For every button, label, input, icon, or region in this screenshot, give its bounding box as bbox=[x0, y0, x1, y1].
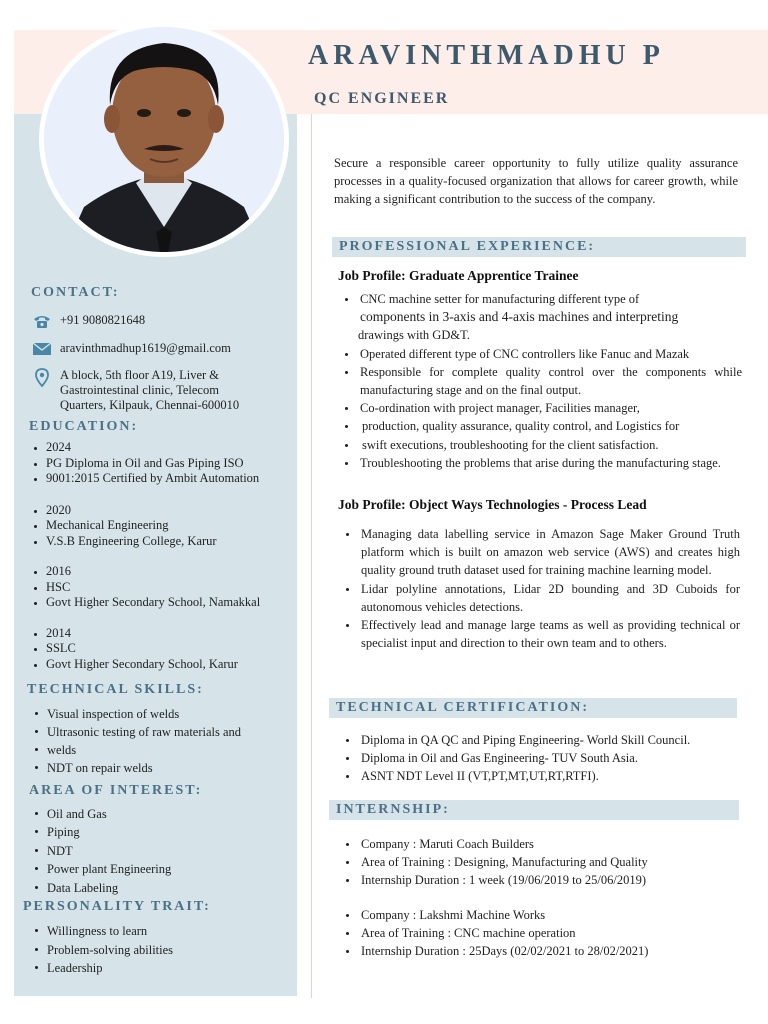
list-item: Area of Training : CNC machine operation bbox=[339, 924, 749, 942]
list-item: V.S.B Engineering College, Karur bbox=[32, 534, 260, 550]
job-title: QC ENGINEER bbox=[314, 90, 450, 107]
certification-list bbox=[339, 731, 749, 786]
list-item: components in 3-axis and 4-axis machines and interpreting bbox=[360, 309, 679, 325]
email-text: aravinthmadhup1619@gmail.com bbox=[60, 341, 231, 355]
phone-icon bbox=[32, 313, 52, 329]
list-item: 9001:2015 Certified by Ambit Automation bbox=[32, 471, 260, 487]
list-item: Visual inspection of welds bbox=[33, 705, 241, 723]
job2-title: Job Profile: Object Ways Technologies - Process Lead bbox=[338, 497, 647, 512]
list-item: Problem-solving abilities bbox=[33, 941, 173, 960]
contact-heading: CONTACT: bbox=[31, 285, 120, 300]
list-item: Co-ordination with project manager, Facilities manager, bbox=[338, 399, 742, 417]
list-item: Operated different type of CNC controllers like Fanuc and Mazak bbox=[338, 345, 742, 363]
list-item: HSC bbox=[32, 580, 260, 596]
list-item: Company : Maruti Coach Builders bbox=[339, 835, 749, 853]
address-line: Gastrointestinal clinic, Telecom bbox=[60, 383, 219, 397]
education-list bbox=[32, 440, 260, 672]
internship-heading: INTERNSHIP: bbox=[336, 802, 450, 817]
location-pin-icon bbox=[32, 368, 52, 388]
email-icon bbox=[32, 341, 52, 357]
job1-list bbox=[338, 290, 742, 472]
candidate-name: ARAVINTHMADHU P bbox=[308, 40, 665, 71]
technical-skills-list bbox=[33, 705, 241, 777]
certification-heading-bar bbox=[329, 698, 737, 718]
phone-text: +91 9080821648 bbox=[60, 313, 146, 327]
list-item: Govt Higher Secondary School, Namakkal bbox=[32, 595, 260, 611]
list-item: swift executions, troubleshooting for the client satisfaction. bbox=[338, 436, 742, 454]
list-item: SSLC bbox=[32, 641, 260, 657]
list-item: Diploma in QA QC and Piping Engineering- World Skill Council. bbox=[339, 731, 749, 749]
experience-heading: PROFESSIONAL EXPERIENCE: bbox=[339, 239, 596, 254]
list-item: ASNT NDT Level II (VT,PT,MT,UT,RT,RTFI). bbox=[339, 767, 749, 785]
experience-heading-bar bbox=[332, 237, 746, 257]
contact-address bbox=[32, 368, 239, 413]
technical-skills-heading: TECHNICAL SKILLS: bbox=[27, 682, 204, 697]
profile-photo bbox=[44, 27, 284, 252]
personality-list bbox=[33, 922, 173, 978]
objective-text: Secure a responsible career opportunity to fully utilize quality assurance processes in a quality-focused organization that allows for career growth, while making a significant contribution to the success of the company. bbox=[334, 156, 738, 207]
list-item: Effectively lead and manage large teams as well as providing technical or specialist input and direction to their own team and to others. bbox=[339, 616, 740, 652]
list-item: NDT bbox=[33, 842, 171, 860]
list-item: Troubleshooting the problems that arise during the manufacturing stage. bbox=[338, 454, 742, 472]
list-item: 2016 bbox=[32, 564, 260, 580]
list-item: Responsible for complete quality control over the components while manufacturing stage and on the final output. bbox=[338, 363, 742, 399]
address-line: Quarters, Kilpauk, Chennai-600010 bbox=[60, 398, 240, 412]
list-item: Diploma in Oil and Gas Engineering- TUV South Asia. bbox=[339, 749, 749, 767]
list-item: Ultrasonic testing of raw materials and bbox=[33, 723, 241, 741]
area-of-interest-heading: AREA OF INTEREST: bbox=[29, 783, 203, 798]
list-item: 2014 bbox=[32, 626, 260, 642]
list-item: Data Labeling bbox=[33, 879, 171, 897]
list-item: Internship Duration : 1 week (19/06/2019 to 25/06/2019) bbox=[339, 871, 749, 889]
list-item: Power plant Engineering bbox=[33, 860, 171, 878]
job2-list bbox=[339, 525, 740, 652]
education-heading: EDUCATION: bbox=[29, 419, 139, 434]
list-item: Piping bbox=[33, 823, 171, 841]
contact-email bbox=[32, 341, 231, 357]
contact-phone bbox=[32, 313, 145, 329]
list-item: Mechanical Engineering bbox=[32, 518, 260, 534]
list-item: welds bbox=[33, 741, 241, 759]
list-item: 2024 bbox=[32, 440, 260, 456]
list-item: drawings with GD&T. bbox=[358, 328, 470, 343]
area-of-interest-list bbox=[33, 805, 171, 897]
personality-heading: PERSONALITY TRAIT: bbox=[23, 899, 211, 914]
job1-title: Job Profile: Graduate Apprentice Trainee bbox=[338, 268, 579, 283]
list-item: Managing data labelling service in Amazon Sage Maker Ground Truth platform which is built on amazon web service (AWS) and creates high quality ground truth dataset used for training machine learning model. bbox=[339, 525, 740, 580]
address-text bbox=[60, 368, 239, 413]
internship-list-2 bbox=[339, 906, 749, 961]
list-item: Company : Lakshmi Machine Works bbox=[339, 906, 749, 924]
list-item: Willingness to learn bbox=[33, 922, 173, 941]
list-item: Govt Higher Secondary School, Karur bbox=[32, 657, 260, 673]
list-item: CNC machine setter for manufacturing different type of bbox=[338, 290, 742, 308]
list-item: Internship Duration : 25Days (02/02/2021 to 28/02/2021) bbox=[339, 942, 749, 960]
list-item: Oil and Gas bbox=[33, 805, 171, 823]
list-item: NDT on repair welds bbox=[33, 759, 241, 777]
certification-heading: TECHNICAL CERTIFICATION: bbox=[336, 700, 590, 715]
list-item: PG Diploma in Oil and Gas Piping ISO bbox=[32, 456, 260, 472]
list-item: Lidar polyline annotations, Lidar 2D bounding and 3D Cuboids for autonomous vehicles detections. bbox=[339, 580, 740, 616]
list-item: production, quality assurance, quality control, and Logistics for bbox=[338, 417, 742, 435]
divider bbox=[311, 114, 312, 998]
internship-list-1 bbox=[339, 835, 749, 890]
list-item: Leadership bbox=[33, 959, 173, 978]
list-item: 2020 bbox=[32, 503, 260, 519]
address-line: A block, 5th floor A19, Liver & bbox=[60, 368, 220, 382]
internship-heading-bar bbox=[329, 800, 739, 820]
list-item: Area of Training : Designing, Manufacturing and Quality bbox=[339, 853, 749, 871]
